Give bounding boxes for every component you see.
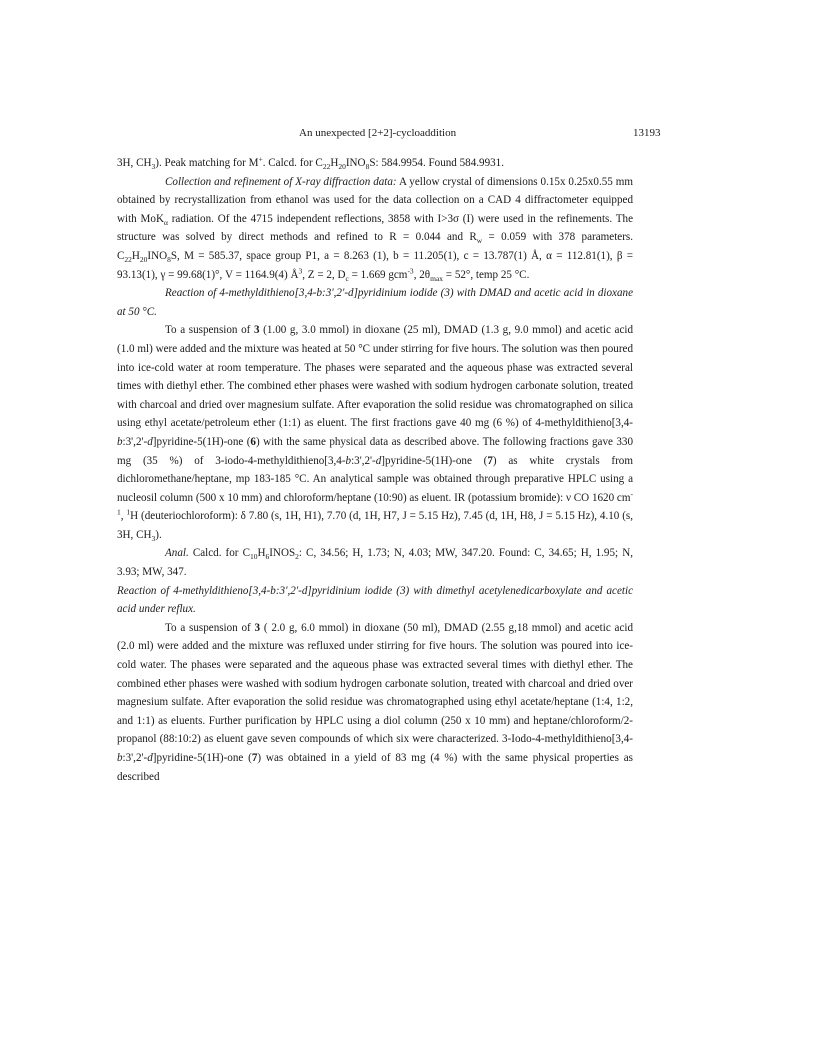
page-number: 13193 (633, 127, 661, 139)
paragraph-procedure-reflux: To a suspension of 3 ( 2.0 g, 6.0 mmol) in dioxane (50 ml), DMAD (2.55 g,18 mmol) and acetic acid (2.0 ml) were added and the mixture was refluxed under stirring for five hours. The solution was poured into ice-cold water. The phases were separated and the aqueous phase was extracted several times with diethyl ether. The combined ether phases were washed with sodium hydrogen carbonate solution, treated with charcoal and dried over magnesium sulfate. After evaporation the solid residue was chromatographed using ethyl acetate/heptane (1:4, 1:2, and 1:1) as eluents. Further purification by HPLC using a diol column (250 x 10 mm) and heptane/chloroform/2-propanol (88:10:2) as eluent gave seven compounds of which six were characterized. 3-Iodo-4-methyldithieno[3,4-b:3',2'-d]pyridine-5(1H)-one (7) was obtained in a yield of 83 mg (4 %) with the same physical properties as described (117, 621, 634, 783)
paragraph-procedure-50c: To a suspension of 3 (1.00 g, 3.0 mmol) in dioxane (25 ml), DMAD (1.3 g, 9.0 mmol) and acetic acid (1.0 ml) were added and the mixture was heated at 50 °C under stirring for five hours. The solution was then poured into ice-cold water at room temperature. The phases were separated and the aqueous phase was extracted several times with diethyl ether. The combined ether phases were washed with sodium hydrogen carbonate solution, treated with charcoal and dried over magnesium sulfate. After evaporation the solid residue was chromatographed on silica using ethyl acetate/petroleum ether (1:1) as eluent. The first fractions gave 40 mg (6 %) of 4-methyldithieno[3,4-b:3',2'-d]pyridine-5(1H)-one (6) with the same physical data as described above. The following fractions gave 330 mg (35 %) of 3-iodo-4-methyldithieno[3,4-b:3',2'-d]pyridine-5(1H)-one (7) as white crystals from dichloromethane/heptane, mp 183-185 °C. An analytical sample was obtained through preparative HPLC using a nucleosil column (500 x 10 mm) and chloroform/heptane (10:90) as eluent. IR (potassium bromide): ν CO 1620 $cm^{-1}$, $^1$H (deuteriochloroform): δ 7.80 (s, 1H, H1), 7.70 (d, 1H, H7, J = 5.15 Hz), 7.45 (d, 1H, H8, J = 5.15 Hz), 4.10 (s, 3H, $CH_3$). (117, 324, 633, 544)
running-title: An unexpected [2+2]-cycloaddition (299, 127, 457, 139)
paragraph-xray-refinement: Collection and refinement of X-ray diffraction data: A yellow crystal of dimensions 0.15x 0.25x0.55 mm obtained by recrystallization from ethanol was used for the data collection on a CAD 4 diffractometer equipped with MoK$_\alpha$ radiation. Of the 4715 independent reflections, 3858 with I>3σ (I) were used in the refinements. The structure was solved by direct methods and refined to R = 0.044 and $R_w = 0.059$ with 378 parameters. $C_{22}H_{20}INO_8S$, M = 585.37, space group P1, a = 8.263 (1), b = 11.205(1), c = 13.787(1) Å, α = 112.81(1), β = 93.13(1), γ = 99.68(1)°, V = 1164.9(4) $Å^3$, Z = 2, $D_c = 1.669$ gcm$^{-3}$, $2\theta_{max} = 52^\circ$, temp 25 °C. (117, 175, 633, 283)
paragraph-elemental-analysis: Anal. Calcd. for $C_{10}H_6INOS_2$: C, 34.56; H, 1.73; N, 4.03; MW, 347.20. Found: C, 34.65; H, 1.95; N, 3.93; MW, 347. (117, 547, 633, 579)
section-heading-reaction-50c: Reaction of 4-methyldithieno[3,4-b:3',2'-d]pyridinium iodide (3) with DMAD and acetic acid in dioxane at 50 °C. (117, 287, 633, 318)
section-heading-reaction-reflux: Reaction of 4-methyldithieno[3,4-b:3',2'-d]pyridinium iodide (3) with dimethyl acetylenedicarboxylate and acetic acid under reflux. (117, 584, 633, 616)
paragraph-ms-data-end: 3H, $CH_3$). Peak matching for M+. Calcd. for $C_{22}H_{20}INO_8S$: 584.9954. Found 584.9931. (117, 154, 504, 172)
running-head (0, 127, 816, 143)
body-text (117, 154, 633, 786)
